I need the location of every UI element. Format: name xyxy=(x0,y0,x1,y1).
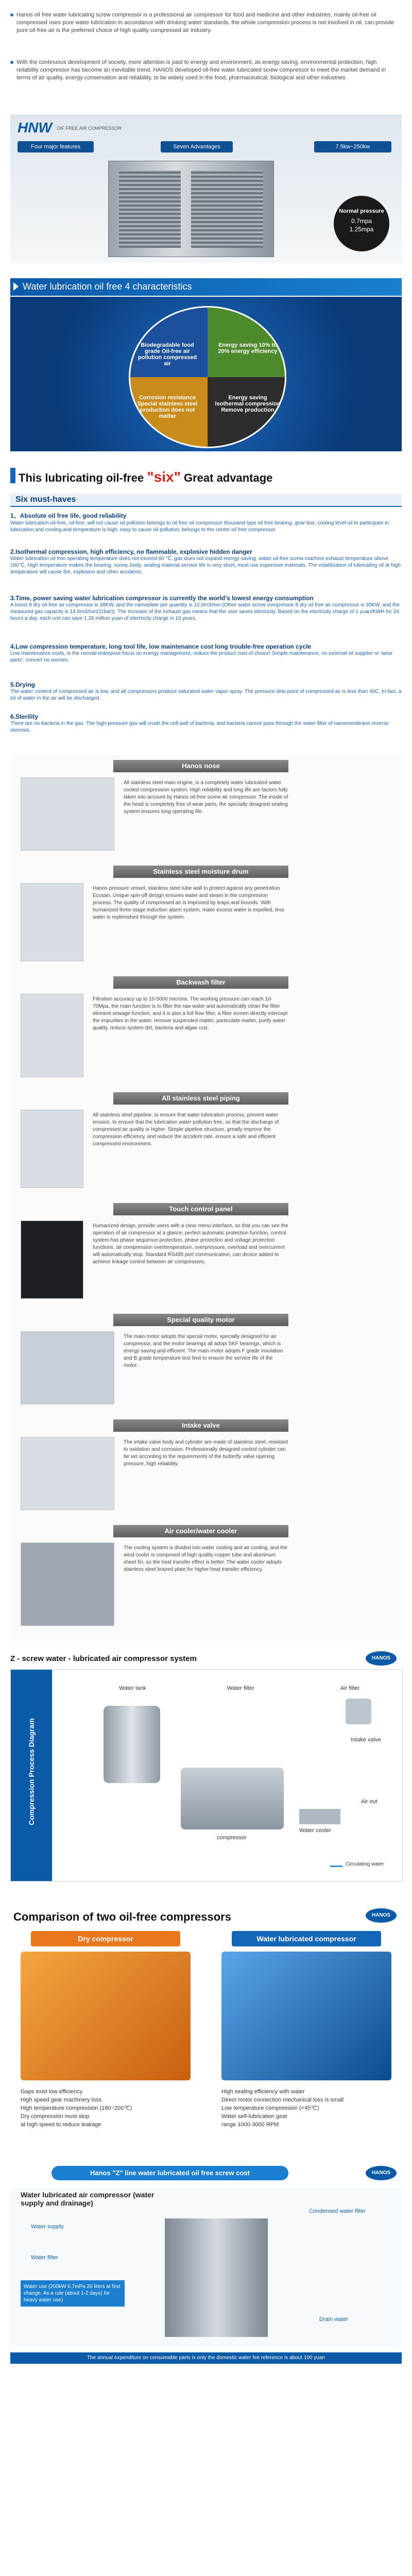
six-must-header-bar xyxy=(10,494,402,507)
power-range-pill: 7.5kw~250kw xyxy=(314,141,391,152)
list-item: at high speed to reduce leakage xyxy=(21,2122,101,2128)
intro-paragraph-1: Hanos oil free water lubricating screw compressor is a professional air compressor for food and medicine and other industries, mainly oil-free oil compressed uses pure water lubrication in accordance with drinking water standards, the whole compression process is not involved in oil, can provide pure oil-free air is the preferred choice of high quality compressed air industry. xyxy=(16,12,394,33)
feature-body: Humanized design, provide users with a clear menu interface, so that you can see the operation of air compressor at a glance; perfect automatic protection function, control system has phase sequence protection, phase protection and voltage protection functions, air compression overtemperature, overpressure, overload and overcurrent will automatically stop. Standard RS485 port communication, can device added to achieve linkage control between air compressors. xyxy=(93,1223,288,1265)
feature-title: Backwash filter xyxy=(113,976,288,989)
feature-card xyxy=(10,971,402,1084)
characteristic-quadrant-1: Biodegradable food grade Oil-free air pollution compressed air xyxy=(138,342,197,367)
feature-body: The intake valve body and cylinder are made of stainless steel, resistant to oxidation and corrosion. Professionally designed control cylinder can be set according to the requirements of the butterfly valve opening pressure, high reliability. xyxy=(124,1439,288,1467)
advantage-title-highlight: "six" xyxy=(147,469,181,485)
item-title: 6.Sterility xyxy=(10,713,39,720)
item-body: Water lubrication oil-free, oil-free, will not cause oil pollution belongs to oil free oil compressor thousand type oil free bearing, gear box, cooling level oil to participate in lubrication and cooling and temperature is high, easy to cause oil pollution, belongs to the center oil free compressor. xyxy=(10,520,389,533)
feature-image xyxy=(21,883,83,961)
pressure-badge xyxy=(334,196,389,251)
item-body: Low maintenance costs, is the normal enterprise focus on energy management, reduce the product cost of choice! Simple maintenance, no external oil supplier or 'wear parts'; convert no worries. xyxy=(10,651,393,663)
air-filter-image xyxy=(346,1699,371,1724)
feature-image xyxy=(21,777,114,851)
water-lube-subtitle: Water lubricated air compressor (water supply and drainage) xyxy=(21,2191,154,2207)
product-subtitle: OIF FREE AIR COMPRESSOR xyxy=(57,126,122,131)
water-lube-label: Hanos "Z" line water lubricated oil free screw cost xyxy=(52,2166,288,2180)
characteristics-panel xyxy=(10,297,402,451)
list-item: High temperature compression (180~200℃) xyxy=(21,2105,132,2111)
control-panel-image xyxy=(21,1221,83,1299)
characteristics-title: Water lubrication oil free 4 characteristics xyxy=(23,281,192,292)
characteristic-quadrant-3: Corrosion resistance Special stainless steel production does not matter xyxy=(137,395,198,419)
feature-title: Stainless steel moisture drum xyxy=(113,866,288,878)
list-item: Low temperature compression (<45℃) xyxy=(221,2105,319,2111)
characteristics-title-bar xyxy=(10,278,402,296)
list-item xyxy=(10,511,402,533)
feature-body: The cooling system is divided into water cooling and air cooling, and the wind cooler is composed of high quality copper tube and aluminum sheet fin, so the heat transfer effect is better. The water cooler adopts stainless steel brazed plate for higher heat transfer efficiency. xyxy=(124,1545,287,1572)
feature-card xyxy=(10,860,402,969)
label-intake-valve: Intake valve xyxy=(351,1737,381,1743)
feature-card xyxy=(10,755,402,858)
list-item: Dry compression must stop xyxy=(21,2113,90,2120)
list-item xyxy=(10,548,402,575)
characteristic-quadrant-4: Energy saving Isothermal compression Remove production xyxy=(215,395,281,413)
dry-compressor-panel xyxy=(10,1931,201,2147)
water-compressor-title: Water lubricated compressor xyxy=(232,1931,381,1946)
list-item: Water self-lubrication gear xyxy=(221,2113,287,2120)
intake-valve-image xyxy=(21,1437,114,1510)
feature-title: Special quality motor xyxy=(113,1314,288,1326)
six-must-header: Six must-haves xyxy=(15,495,76,504)
water-lube-title-bar xyxy=(10,2164,402,2182)
list-item xyxy=(10,713,402,734)
item-title: 5.Drying xyxy=(10,681,36,688)
feature-card xyxy=(10,1198,402,1306)
item-title: 2.Isothermal compression, high efficiency, no flammable, explosive hidden danger xyxy=(10,548,252,555)
water-use-note: Water use (200kW 0.7mPa 20 liters at first change. As a rule (about 1-2 days) for heavy water use) xyxy=(21,2280,125,2307)
dry-compressor-title: Dry compressor xyxy=(31,1931,180,1946)
advantage-title-post: Great advantage xyxy=(183,471,273,484)
feature-image xyxy=(21,1110,83,1188)
cooler-image xyxy=(21,1543,114,1626)
legend-line xyxy=(330,1866,342,1867)
item-title: 3.Time, power saving water lubrication compressor is currently the world's lowest energy consumption xyxy=(10,595,314,602)
comparison-title: Comparison of two oil-free compressors xyxy=(13,1910,231,1923)
feature-image xyxy=(21,994,83,1077)
features-section xyxy=(10,755,402,1641)
label-water-supply: Water supply xyxy=(31,2224,64,2230)
water-cooler-image xyxy=(299,1809,340,1824)
advantage-title xyxy=(19,469,272,485)
characteristic-quadrant-2: Energy saving 10% to 20% energy efficiency xyxy=(218,342,278,354)
feature-card xyxy=(10,1087,402,1195)
feature-body: All stainless steel pipeline, to ensure that water lubrication process, prevent water erosion. to ensure that the lubrication water pollution free, so that the discharge of compressed air quality is higher. Simple pipeline structure, greatly improve the compression efficiency, and reduce the accident rate, ensure a safe and efficient compressed environment. xyxy=(93,1112,279,1147)
water-tank-image xyxy=(104,1706,160,1783)
vent-grille xyxy=(191,171,263,248)
label-air-filter: Air filter xyxy=(340,1685,360,1691)
feature-body: Filtration accuracy up to 10-5000 microns. The working pressure can reach 10-70Mpa. the main function is to filter the raw water and automatically clean the filter element sewage function, and it is also a full flow filter, a filter screen directly intercept the impurities in the water, remove suspended matter, particulate matter, purify water quality, reduce system dirt, bacteria and algae rust. xyxy=(93,996,288,1031)
feature-title: Intake valve xyxy=(113,1419,288,1432)
label-water-filter: Water filter xyxy=(227,1685,254,1691)
feature-title: Hanos nose xyxy=(113,760,288,772)
feature-title: Air cooler/water cooler xyxy=(113,1525,288,1537)
vent-grille xyxy=(119,171,181,248)
dry-compressor-list xyxy=(21,2088,196,2129)
motor-image xyxy=(21,1331,114,1404)
compressor-image xyxy=(108,161,274,257)
feature-card xyxy=(10,1520,402,1636)
label-compressor: compressor xyxy=(217,1835,247,1841)
item-body: The water content of compressed air is low, and all compressors produce saturated water vapor spray. The pressure dew point of compressed air is less than 40C. In fact, a lot of water in the air will be discharged. xyxy=(10,689,402,701)
label-condensed-water-filter: Condensed water filter xyxy=(309,2208,366,2214)
list-item: High sealing efficiency with water xyxy=(221,2089,305,2095)
item-body: A boost 8 dry oil-free air compressor is 38KW, and the nameplate per quantity is 12.0m3/min (Other water screw compressor 8 dry oil free air compressor is 30KW, and the measured gas capacity is 14.0m3/min(11bar)). The increase of the exhaust gas means that the user saves electricity. Based on the electricity charge of 1 yuan/KWH for 24 hours a day, each unit can save 1.26 million yuan of electricity charge in 10 years. xyxy=(10,602,400,621)
item-title: 4.Low compression temperature, long tool life, low maintenance cost long trouble-free operation cycle xyxy=(10,643,312,650)
pressure-title: Normal pressure xyxy=(339,208,384,214)
pressure-value: 0.7mpa xyxy=(351,217,372,225)
product-logo: HNW xyxy=(18,120,52,135)
item-body: There are no bacteria in the gas. The high-pressure gas will crush the cell wall of bacteria, and bacteria cannot pass through the water filter of nanomembrane reverse osmosis. xyxy=(10,721,389,733)
feature-pill: Four major features xyxy=(18,141,94,152)
water-compressor-image xyxy=(221,1952,391,2080)
diagram-vertical-label: Compression Process Diagram xyxy=(27,1718,36,1825)
water-lube-footer: The annual expenditure on consumable parts is only the domestic water fee reference is about 100 yuan xyxy=(10,2352,402,2364)
item-body: Water lubrication oil free operating temperature does not exceed 60 ℃, gas does not expand energy-saving, water oil-free screw machine exhaust temperature above 180℃, High temperature makes the bearing, screw, body, sealing material service life is very short, must use expensive materials. The volatilization of lubricating oil at high temperature will cause fire, explosion and other accidents. xyxy=(10,556,401,575)
feature-body: All stainless steel main engine, is a completely water lubricated water cooled compression system. High reliability and long life are factors fully taken into account by Hanos oil-free screw air compressor. The inside of the head is completely free of wear parts, the specially designed sealing system ensures long operating life. xyxy=(124,780,288,815)
compressor-image xyxy=(181,1768,284,1829)
item-title: 1、Absolute oil free life, good reliability xyxy=(10,512,127,519)
product-banner xyxy=(10,114,402,263)
hanos-logo: HANOS xyxy=(366,2166,397,2180)
list-item: Direct motor connection mechanical loss is small xyxy=(221,2097,344,2103)
comparison-title-bar xyxy=(10,1906,402,1927)
water-compressor-list xyxy=(221,2088,397,2129)
intro-paragraph-2: With the continuous development of society, more attention is paid to energy and environment, as energy saving, environmental protection, high reliability compressor has become an inevitable trend. HANOS developed oil-free water lubricated screw compressor to meet the market demand in terms of air quality, energy conservation and reliability, to be widely used in the food, pharmaceutical, biological and other industries. xyxy=(16,59,386,81)
advantage-title-pre: This lubricating oil-free xyxy=(19,471,144,484)
label-water-cooler: Water cooler xyxy=(299,1827,331,1834)
list-item: Gaps exist low efficiency xyxy=(21,2089,83,2095)
label-water-tank: Water tank xyxy=(119,1685,146,1691)
compressor-image xyxy=(165,2218,268,2337)
legend-label: Circulating water xyxy=(346,1861,384,1867)
bullet-icon xyxy=(10,61,13,64)
feature-body: Hanos pressure vessel, stainless steel tube wall to protect against any penetration Ecosan, Unique spin-off design ensures water and steam in the compression process. The quality of compressed air is improved by leaps and bounds. With humanized three-stage induction alarm system, make excess water is expelled, less water is replenished through the system. xyxy=(93,886,284,920)
list-item: range 1000-3000 RPM xyxy=(221,2122,279,2128)
label-air-out: Air out xyxy=(361,1799,377,1805)
feature-card xyxy=(10,1309,402,1412)
zscrew-title-bar xyxy=(10,1651,402,1667)
pressure-value: 1.25mpa xyxy=(349,226,374,233)
feature-title: Touch control panel xyxy=(113,1203,288,1215)
zscrew-title: Z - screw water - lubricated air compressor system xyxy=(10,1654,197,1663)
list-item xyxy=(10,643,402,664)
list-item: High speed gear machinery loss xyxy=(21,2097,102,2103)
advantage-title-bar xyxy=(10,464,402,486)
diagram-side-bar xyxy=(11,1670,52,1881)
hanos-logo: HANOS xyxy=(366,1651,397,1666)
feature-body: The main motor adopts the special motor, specially designed for air compressor, and the motor bearings all adopt SKF bearings, which is energy saving and efficient. The main motor adopts F grade insulation and B grade temperature test limit to ensure the service life of the motor. xyxy=(124,1334,283,1368)
feature-title: All stainless steel piping xyxy=(113,1092,288,1105)
dry-compressor-image xyxy=(21,1952,191,2080)
list-item xyxy=(10,681,402,702)
zscrew-diagram xyxy=(10,1669,403,1882)
advantage-pill: Seven Advantages xyxy=(161,141,233,152)
list-item xyxy=(10,595,402,622)
label-water-filter: Water filter xyxy=(31,2255,58,2261)
feature-card xyxy=(10,1414,402,1517)
label-drain-water: Drain water xyxy=(319,2316,349,2323)
hanos-logo: HANOS xyxy=(366,1908,397,1923)
water-lube-diagram xyxy=(10,2188,402,2347)
title-marker xyxy=(10,468,15,483)
water-compressor-panel xyxy=(211,1931,402,2147)
characteristics-circle xyxy=(129,306,286,448)
arrow-icon xyxy=(13,282,19,291)
bullet-icon xyxy=(10,13,13,16)
